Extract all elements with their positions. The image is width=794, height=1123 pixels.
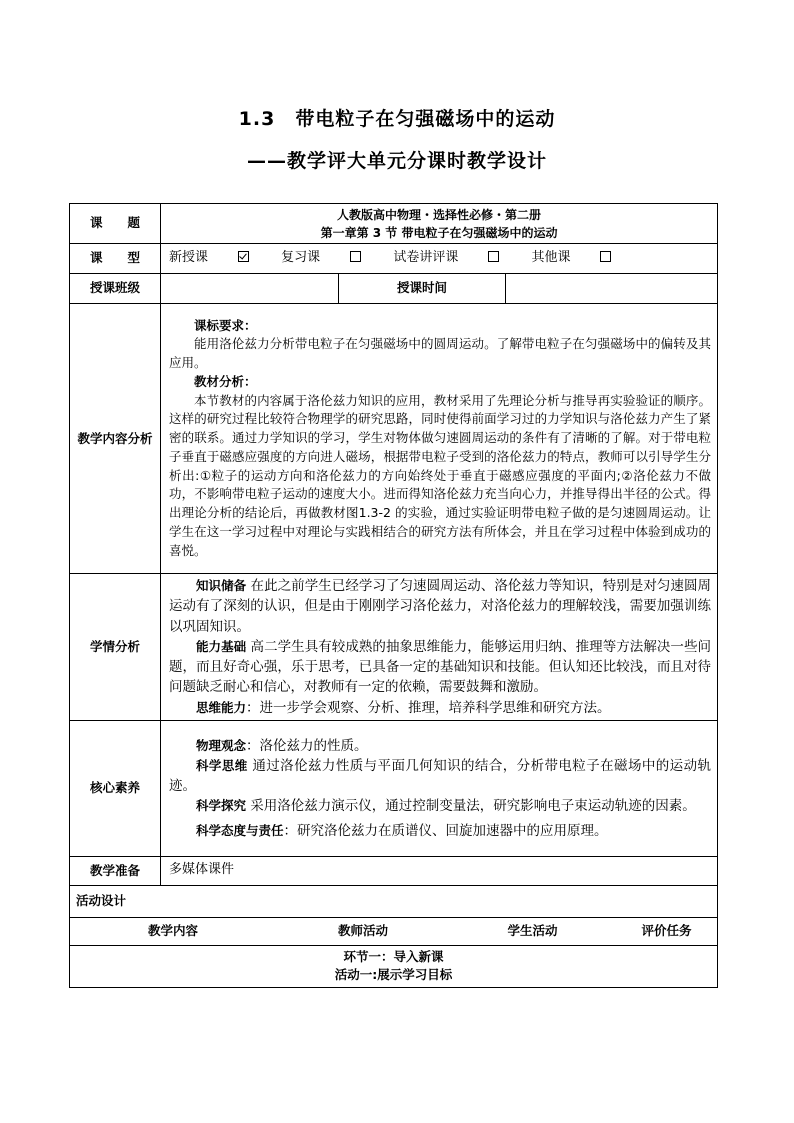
scientific-inquiry-heading: 科学探究 [196,798,247,814]
content-analysis-label [70,304,161,574]
preparation-label: 教学准备 [70,856,161,885]
preparation-value: 多媒体课件 [161,856,718,885]
ability-basis-text: 高二学生具有较成熟的抽象思维能力，能够运用归纳、推理等方法解决一些问题，而且好奇心强，乐于思考，已具备一定的基础知识和技能。但认知还比较浅，而且对待问题缺乏耐心和信心，对教师有一定的依赖，需要鼓舞和激励。 [169,638,712,696]
header-teacher-activity: 教师活动 [337,923,388,939]
lesson-type-exam-label: 试卷讲评课 [393,250,459,266]
lesson-type-label: 课 型 [70,244,161,274]
section-activity: 活动一:展示学习目标 [334,967,453,983]
lesson-type-review[interactable] [281,250,361,265]
lesson-type-options [161,244,718,274]
lesson-type-other-label: 其他课 [531,250,571,266]
header-student-activity: 学生活动 [507,923,558,939]
lesson-type-row [70,244,718,274]
activity-header-row [70,917,718,945]
content-analysis-row [70,304,718,574]
thinking-ability-heading: 思维能力 [196,699,247,715]
curriculum-requirement-text: 能用洛伦兹力分析带电粒子在匀强磁场中的圆周运动。了解带电粒子在匀强磁场中的偏转及其应用。 [169,336,712,371]
checkbox-icon[interactable] [350,251,361,262]
textbook-analysis-text: 本节教材的内容属于洛伦兹力知识的应用，教材采用了先理论分析与推导再实验验证的顺序。这样的研究过程比较符合物理学的研究思路，同时使得前面学习过的力学知识与洛伦兹力产生了紧密的联系。通过力学知识的学习，学生对物体做匀速圆周运动的条件有了清晰的了解。对于带电粒子垂直于磁感应强度的方向进人磁场，根据带电粒子受到的洛伦兹力的特点，教师可以引导学生分析出:①粒子的运动方向和洛伦兹力的方向始终处于垂直于磁感应强度的平面内;②洛伦兹力不做功，不影响带电粒子运动的速度大小。进而得知洛伦兹力充当向心力，并推导得出半径的公式。得出理论分析的结论后，再做教材图1.3-2 的实验，通过实验证明带电粒子做的是匀速圆周运动。让学生在这一学习过程中对理论与实践相结合的研究方法有所体会，并且在学习过程中体验到成功的喜悦。 [169,392,712,558]
activity-design-row [70,885,718,917]
course-label: 课 题 [70,204,161,244]
lesson-type-review-label: 复习课 [281,250,321,266]
content-analysis-body [161,304,718,574]
lesson-type-exam[interactable] [393,250,499,265]
checked-box-icon[interactable] [238,251,249,262]
time-label: 授课时间 [339,274,506,304]
checkbox-icon[interactable] [488,251,499,262]
knowledge-reserve-text: 在此之前学生已经学习了匀速圆周运动、洛伦兹力等知识，特别是对匀速圆周运动有了深刻的认识，但是由于刚刚学习洛伦兹力，对洛伦兹力的理解较浅，需要加强训练以巩固知识。 [169,578,712,635]
activity-design-label: 活动设计 [70,885,718,917]
section-title: 环节一：导入新课 [343,948,444,964]
document-subtitle: ——教学评大单元分课时教学设计 [246,150,547,172]
ability-basis-heading: 能力基础 [196,638,247,654]
thinking-ability-paragraph [169,698,711,718]
lesson-type-new[interactable] [169,250,249,265]
course-value [161,204,718,244]
lesson-type-other[interactable] [531,250,611,265]
lesson-plan-table [69,203,718,988]
thinking-ability-text: ：进一步学会观察、分析、推理，培养科学思维和研究方法。 [246,699,611,716]
course-value-line2: 第一章第 3 节 带电粒子在匀强磁场中的运动 [320,225,558,240]
scientific-attitude-text: ：研究洛伦兹力在质谱仪、回旋加速器中的应用原理。 [283,822,608,839]
core-literacy-body [161,720,718,856]
class-value[interactable] [161,274,339,304]
learner-analysis-body [161,574,718,721]
document-title: 1.3 带电粒子在匀强磁场中的运动 [238,108,556,130]
lesson-type-new-label: 新授课 [169,250,209,266]
curriculum-requirement-heading: 课标要求： [194,317,257,333]
knowledge-reserve-paragraph [169,576,711,637]
activity-header-table [70,918,718,945]
physics-concept-heading: 物理观念 [196,737,247,753]
class-label: 授课班级 [70,274,161,304]
scientific-inquiry-text: 采用洛伦兹力演示仪，通过控制变量法，研究影响电子束运动轨迹的因素。 [246,798,696,815]
core-literacy-row [70,720,718,856]
checkbox-icon[interactable] [600,251,611,262]
scientific-thinking-paragraph [169,756,711,797]
course-value-line1: 人教版高中物理・选择性必修・第二册 [337,207,542,222]
scientific-thinking-text: 通过洛伦兹力性质与平面几何知识的结合，分析带电粒子在磁场中的运动轨迹。 [169,757,712,795]
physics-concept-text: ：洛伦兹力的性质。 [246,737,368,754]
section-row [70,945,718,987]
content-analysis-label-text: 教学内容分析 [77,430,153,446]
core-literacy-label: 核心素养 [70,720,161,856]
scientific-attitude-heading: 科学态度与责任 [196,822,284,838]
time-value[interactable] [506,274,718,304]
header-evaluation-task: 评价任务 [641,923,692,939]
course-row [70,204,718,244]
preparation-row [70,856,718,885]
ability-basis-paragraph [169,637,711,698]
class-time-row [70,274,718,304]
physics-concept-paragraph [169,736,711,756]
header-teaching-content: 教学内容 [147,923,198,939]
knowledge-reserve-heading: 知识储备 [196,578,247,593]
scientific-thinking-heading: 科学思维 [196,757,248,773]
activity-header-cell [70,917,718,945]
section-cell [70,945,718,987]
scientific-inquiry-paragraph [169,796,711,816]
learner-analysis-row [70,574,718,721]
learner-analysis-label: 学情分析 [70,574,161,721]
scientific-attitude-paragraph [169,821,711,841]
textbook-analysis-heading: 教材分析： [194,373,257,389]
